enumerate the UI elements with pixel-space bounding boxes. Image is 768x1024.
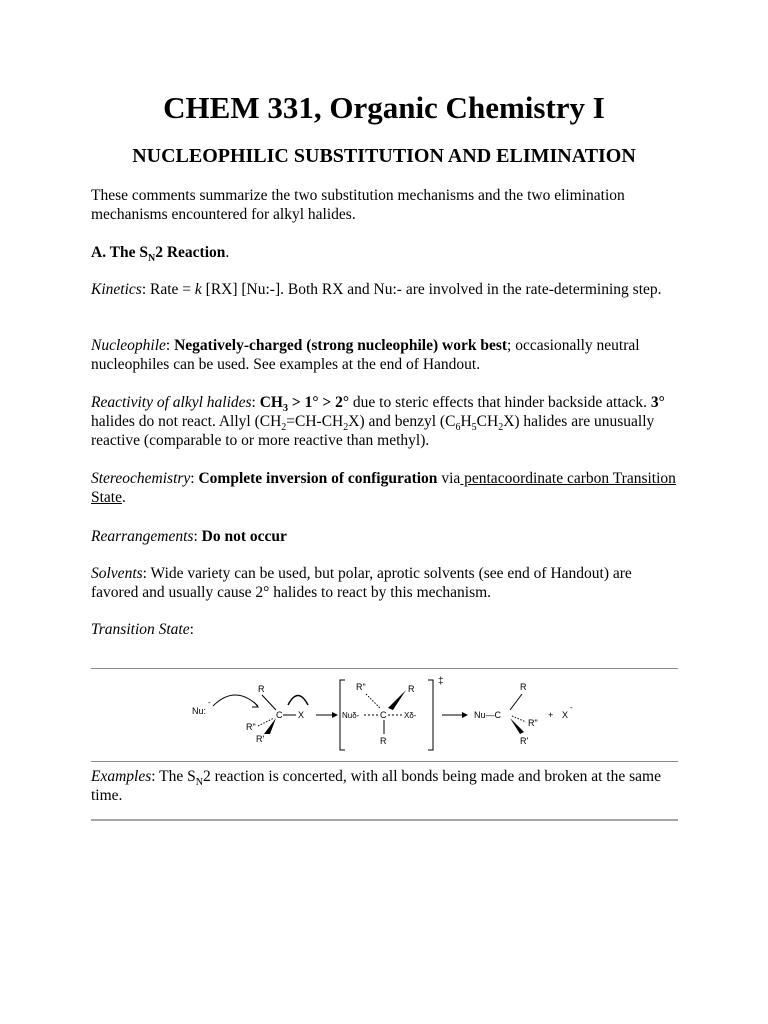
rearrangements-paragraph: Rearrangements: Do not occur <box>91 528 287 545</box>
ts-r-bottom: R <box>380 736 387 746</box>
reactant-r-dprime: R" <box>246 722 256 732</box>
diagram-top-rule <box>91 668 678 669</box>
reactant-bond-r <box>262 695 276 710</box>
page-title: CHEM 331, Organic Chemistry I <box>163 90 605 125</box>
bracket-right <box>428 680 433 750</box>
examples-paragraph: Examples: The $S_N2$ reaction is concerted, with all bonds being made and broken at the same time. <box>91 768 661 804</box>
sn2-mechanism-diagram <box>180 672 600 752</box>
reactant-carbon: C <box>276 710 283 720</box>
nucleophile-label: Nucleophile <box>91 337 166 354</box>
attack-arrow <box>213 695 258 706</box>
product-hash-bond <box>512 716 526 722</box>
stereochemistry-paragraph: Stereochemistry: Complete inversion of configuration via pentacoordinate carbon Transition State. <box>91 470 676 506</box>
ts-r-dprime: R" <box>356 682 366 692</box>
nucleophile-symbol: Nu: <box>192 706 207 716</box>
section-a-heading: A. The $S_N2$ Reaction. <box>91 244 230 265</box>
examples-bottom-rule <box>91 819 678 821</box>
product-bond-r <box>510 694 522 710</box>
examples-label: Examples <box>91 768 152 785</box>
ts-r-top: R <box>408 684 415 694</box>
leaving-ion-charge: - <box>570 703 573 712</box>
solvents-label: Solvents <box>91 565 143 582</box>
product-wedge-bond <box>510 718 524 734</box>
reactivity-label: Reactivity of alkyl halides <box>91 394 252 411</box>
ts-nu-delta: Nuδ- <box>342 711 360 720</box>
stereochemistry-label: Stereochemistry <box>91 470 191 487</box>
ts-x-delta: Xδ- <box>404 711 417 720</box>
ts-hash-bond <box>366 694 380 708</box>
ts-wedge-bond <box>388 690 406 710</box>
ts-carbon: C <box>380 710 387 720</box>
intro-paragraph: These comments summarize the two substitution mechanisms and the two elimination mechanisms encountered for alkyl halides. <box>91 187 625 223</box>
rearrangements-label: Rearrangements <box>91 528 194 545</box>
leaving-arrow <box>288 696 308 706</box>
leaving-ion: X <box>562 710 569 720</box>
nucleophile-paragraph: Nucleophile: Negatively-charged (strong nucleophile) work best; occasionally neutral nucleophiles can be used. See examples at the end of Handout. <box>91 337 640 373</box>
plus-sign: + <box>548 710 554 720</box>
transition-dagger: ‡ <box>438 676 444 687</box>
kinetics-label: Kinetics <box>91 281 142 298</box>
arrow-2-head <box>462 712 468 718</box>
transition-state-label: Transition State <box>91 621 190 638</box>
product-nu-c: Nu—C <box>474 710 502 720</box>
diagram-bottom-rule <box>91 761 678 762</box>
reactivity-paragraph: Reactivity of alkyl halides: $CH_3 > 1^\circ > 2^\circ$ due to steric effects that hinder backside attack. 3° halides do not react. Allyl $(CH_2=CH-CH_2X)$ and benzyl $(C_6H_5CH_2X)$ halides are unusually reactive (comparable to or more reactive than methyl). <box>91 394 665 449</box>
reactant-r-prime: R' <box>256 734 265 744</box>
reactant-leaving-group: X <box>298 710 305 720</box>
product-r-prime: R' <box>520 736 529 746</box>
transition-state-paragraph: Transition State: <box>91 621 194 638</box>
product-r-top: R <box>520 682 527 692</box>
solvents-paragraph: Solvents: Wide variety can be used, but polar, aprotic solvents (see end of Handout) are favored and usually cause 2° halides to react by this mechanism. <box>91 565 632 601</box>
arrow-1-head <box>332 712 338 718</box>
page-subtitle: NUCLEOPHILIC SUBSTITUTION AND ELIMINATION <box>132 145 636 167</box>
product-r-dprime: R" <box>528 718 538 728</box>
reactant-r: R <box>258 684 265 694</box>
nucleophile-charge: - <box>208 698 211 707</box>
kinetics-paragraph: Kinetics: Rate = k [RX] [Nu:-]. Both RX and Nu:- are involved in the rate-determining step. <box>91 281 662 298</box>
